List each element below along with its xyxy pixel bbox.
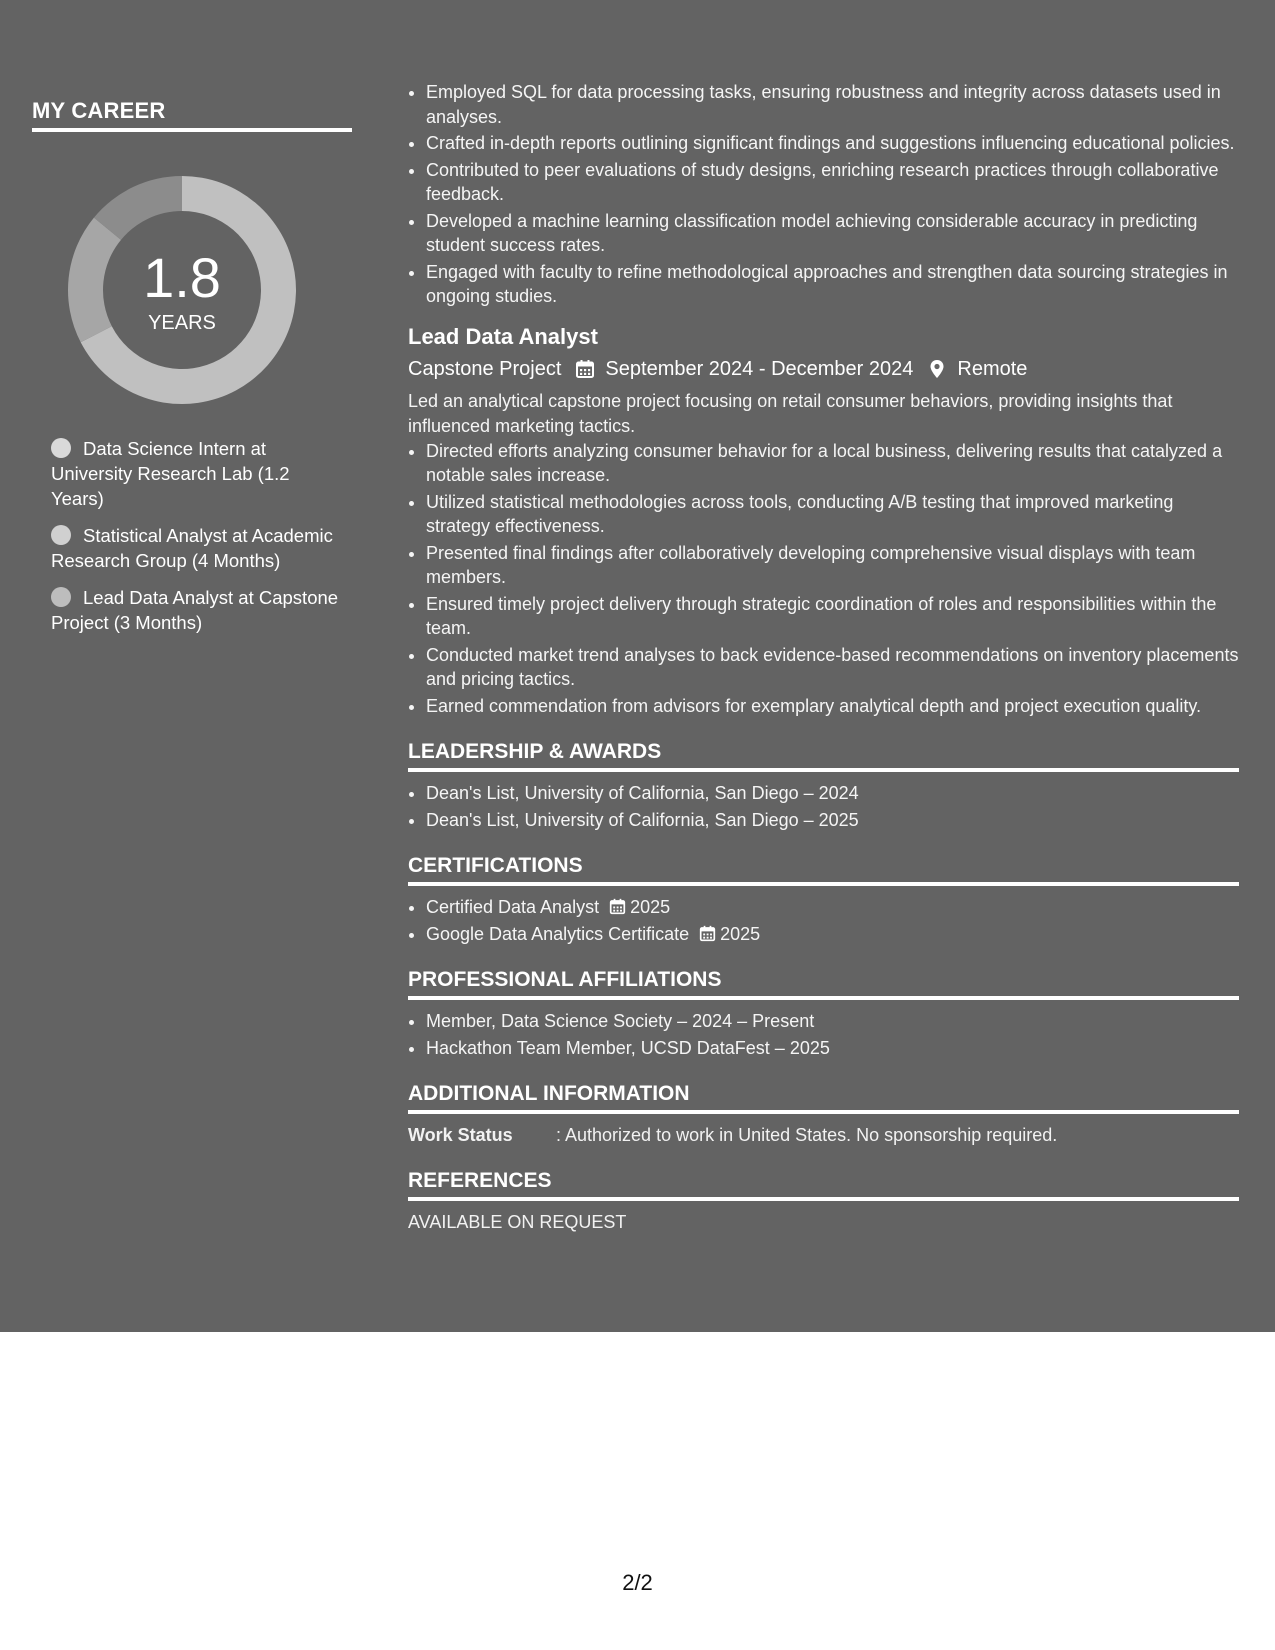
bullet-item: • Conducted market trend analyses to back evidence-based recommendations on inventory placements and pricing tactics.	[426, 643, 1239, 692]
legend-dot	[51, 438, 71, 458]
certification-year: 2025	[720, 923, 761, 944]
previous-job-bullets	[408, 80, 1239, 309]
references-heading: REFERENCES	[408, 1167, 1239, 1201]
career-heading: MY CAREER	[32, 98, 352, 132]
job-dates: September 2024 - December 2024	[605, 357, 914, 380]
award-item: • Dean's List, University of California, San Diego – 2024	[426, 781, 1239, 806]
certification-item	[426, 922, 1239, 947]
bullet-item: • Directed efforts analyzing consumer behavior for a local business, delivering results that catalyzed a notable sales increase.	[426, 439, 1239, 488]
job-title: Lead Data Analyst	[408, 323, 598, 349]
calendar-icon	[699, 925, 716, 942]
bullet-item: • Utilized statistical methodologies across tools, conducting A/B testing that improved marketing strategy effectiveness.	[426, 490, 1239, 539]
career-legend	[51, 436, 341, 647]
page-number: 2/2	[622, 1570, 653, 1595]
map-pin-icon	[927, 359, 947, 379]
job-meta	[408, 355, 1239, 383]
bullet-item: • Engaged with faculty to refine methodological approaches and strengthen data sourcing strategies in ongoing studies.	[426, 260, 1239, 309]
job-location: Remote	[957, 357, 1028, 380]
legend-item	[51, 523, 341, 573]
certification-year: 2025	[630, 897, 671, 917]
bullet-item: • Crafted in-depth reports outlining significant findings and suggestions influencing educational policies.	[426, 131, 1239, 156]
certifications-list	[408, 895, 1239, 946]
right-column	[408, 80, 1239, 1234]
affiliations-heading: PROFESSIONAL AFFILIATIONS	[408, 966, 1239, 1000]
calendar-icon	[609, 898, 626, 915]
bullet-item: • Earned commendation from advisors for exemplary analytical depth and project execution quality.	[426, 694, 1239, 719]
bullet-item: • Developed a machine learning classification model achieving considerable accuracy in predicting student success rates.	[426, 209, 1239, 258]
certification-item	[426, 895, 1239, 920]
bullet-item: • Ensured timely project delivery through strategic coordination of roles and responsibilities within the team.	[426, 592, 1239, 641]
legend-item	[51, 585, 341, 635]
certifications-heading: CERTIFICATIONS	[408, 852, 1239, 886]
work-status-label: Work Status	[408, 1125, 513, 1145]
legend-label: Statistical Analyst at Academic Research Group (4 Months)	[51, 525, 333, 571]
legend-label: Data Science Intern at University Research Lab (1.2 Years)	[51, 438, 290, 509]
affiliation-item: • Hackathon Team Member, UCSD DataFest – 2025	[426, 1036, 1239, 1061]
work-status-row	[408, 1123, 1239, 1147]
bullet-item: • Presented final findings after collaboratively developing comprehensive visual displays with team members.	[426, 541, 1239, 590]
legend-dot	[51, 587, 71, 607]
legend-label: Lead Data Analyst at Capstone Project (3 Months)	[51, 587, 339, 633]
calendar-icon	[575, 359, 595, 379]
job-description: Led an analytical capstone project focusing on retail consumer behaviors, providing insights that influenced marketing tactics.	[408, 390, 1173, 436]
job-company: Capstone Project	[408, 357, 562, 380]
affiliations-list	[408, 1009, 1239, 1060]
legend-item	[51, 436, 341, 511]
additional-info-heading: ADDITIONAL INFORMATION	[408, 1080, 1239, 1114]
affiliation-item: • Member, Data Science Society – 2024 – Present	[426, 1009, 1239, 1034]
job-bullets	[408, 439, 1239, 719]
certification-name: Google Data Analytics Certificate	[426, 923, 690, 944]
career-total-unit: YEARS	[148, 312, 216, 334]
certification-name: Certified Data Analyst	[426, 897, 600, 917]
award-item: • Dean's List, University of California, San Diego – 2025	[426, 808, 1239, 833]
legend-dot	[51, 525, 71, 545]
references-text: AVAILABLE ON REQUEST	[408, 1212, 627, 1232]
career-total-years: 1.8	[143, 246, 221, 309]
awards-heading: LEADERSHIP & AWARDS	[408, 738, 1239, 772]
bullet-item: • Contributed to peer evaluations of study designs, enriching research practices through collaborative feedback.	[426, 158, 1239, 207]
work-status-value: : Authorized to work in United States. No sponsorship required.	[556, 1125, 1058, 1145]
awards-list	[408, 781, 1239, 832]
bullet-item: • Employed SQL for data processing tasks, ensuring robustness and integrity across datasets used in analyses.	[426, 80, 1239, 129]
